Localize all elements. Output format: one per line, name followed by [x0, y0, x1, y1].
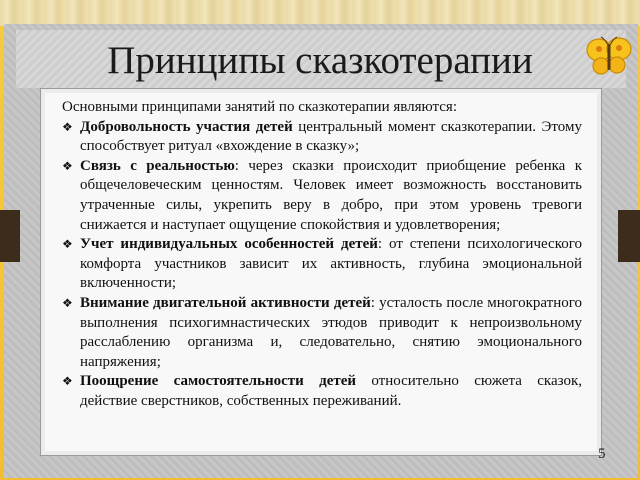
intro-text: Основными принципами занятий по сказкотерапии являются:	[62, 99, 457, 115]
left-side-tab	[0, 210, 20, 262]
item-term: Внимание двигательной активности детей	[80, 294, 371, 311]
list-item	[62, 118, 582, 157]
top-wood-strip	[0, 0, 640, 26]
bullet-icon: ❖	[62, 158, 73, 173]
item-text: : от степени психологического комфорта участников зависит их активность, глубина эмоциональной включенности;	[80, 236, 583, 292]
list-item	[62, 157, 582, 235]
slide-body	[62, 98, 582, 412]
item-term: Связь с реальностью	[80, 157, 235, 174]
item-term: Добровольность участия детей	[80, 118, 293, 135]
butterfly-icon	[586, 36, 632, 76]
item-text: : через сказки происходит приобщение ребенка к общечеловеческим ценностям. Человек имеет возможность восстановить утраченные силы, укрепить веру в добро, при этом уровень тревоги снижается и наступает ощущение спокойствия и удовлетворения;	[80, 157, 582, 233]
bullet-icon: ❖	[62, 295, 73, 310]
item-term: Учет индивидуальных особенностей детей	[80, 236, 378, 253]
list-item	[62, 294, 582, 372]
bullet-icon: ❖	[62, 119, 73, 134]
item-text: : усталость после многократного выполнения психогимнастических этюдов приводит к непроизвольному расслаблению организма и, следовательно, снятию эмоционального напряжения;	[80, 294, 582, 370]
slide-title: Принципы сказкотерапии	[107, 39, 533, 82]
page-number: 5	[598, 446, 606, 462]
bullet-icon: ❖	[62, 237, 73, 252]
item-text: относительно сюжета сказок, действие сверстников, собственных переживаний.	[80, 373, 582, 409]
item-text: центральный момент сказкотерапии. Этому способствует ритуал «вхождение в сказку»;	[80, 118, 582, 155]
right-side-tab	[618, 210, 640, 262]
list-item	[62, 235, 582, 294]
list-item	[62, 372, 582, 411]
bullet-icon: ❖	[62, 374, 73, 389]
item-term: Поощрение самостоятельности детей	[80, 373, 357, 390]
